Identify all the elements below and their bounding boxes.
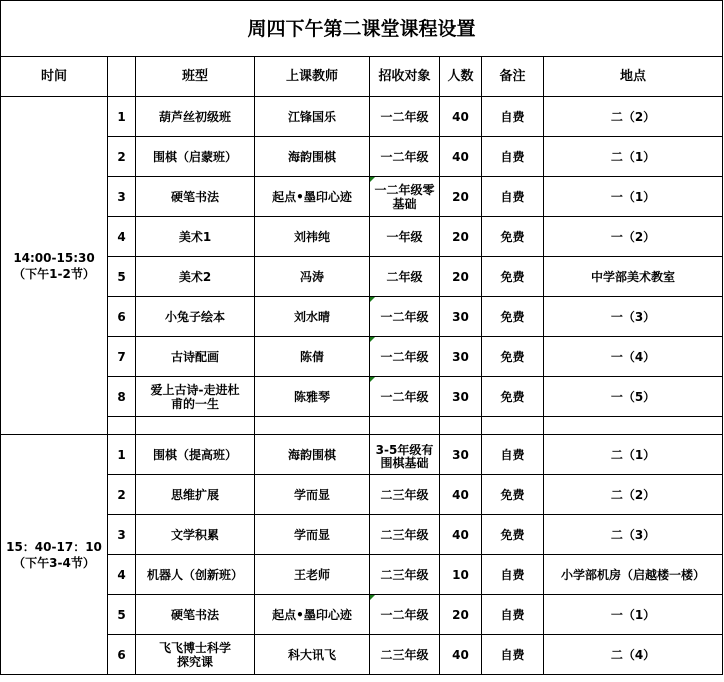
- class-cell: 机器人（创新班）: [136, 555, 255, 595]
- session1-time: 14:00-15:30: [13, 250, 95, 265]
- class-cell: 美术2: [136, 257, 255, 297]
- teacher-cell: 冯涛: [255, 257, 370, 297]
- table-row: [1, 435, 723, 475]
- target-cell: 二三年级: [370, 555, 440, 595]
- count-cell: 30: [440, 337, 482, 377]
- count-cell: 10: [440, 555, 482, 595]
- note-cell: 自费: [482, 97, 544, 137]
- table-row: [1, 97, 723, 137]
- target-cell: 一二年级: [370, 97, 440, 137]
- count-cell: 30: [440, 377, 482, 417]
- row-number: 3: [108, 177, 136, 217]
- session2-time: 15：40-17：10: [6, 539, 102, 554]
- teacher-cell: 陈雅琴: [255, 377, 370, 417]
- note-cell: 自费: [482, 435, 544, 475]
- target-cell: 一二年级: [370, 297, 440, 337]
- location-cell: 二（1）: [544, 435, 723, 475]
- location-cell: 一（2）: [544, 217, 723, 257]
- location-cell: 一（3）: [544, 297, 723, 337]
- session1-period: （下午1-2节）: [13, 266, 95, 281]
- row-number: 3: [108, 515, 136, 555]
- row-number: 2: [108, 137, 136, 177]
- class-cell: 美术1: [136, 217, 255, 257]
- count-cell: 40: [440, 635, 482, 675]
- class-cell: 围棋（提高班）: [136, 435, 255, 475]
- teacher-cell: 学而显: [255, 475, 370, 515]
- row-number: 6: [108, 635, 136, 675]
- class-cell: 硬笔书法: [136, 595, 255, 635]
- count-cell: 20: [440, 257, 482, 297]
- target-cell: 二三年级: [370, 515, 440, 555]
- row-number: 4: [108, 555, 136, 595]
- count-cell: 30: [440, 297, 482, 337]
- row-number: 8: [108, 377, 136, 417]
- table-row: [1, 595, 723, 635]
- table-row: [1, 475, 723, 515]
- count-cell: 40: [440, 475, 482, 515]
- table-row: [1, 177, 723, 217]
- header-time: 时间: [1, 57, 108, 97]
- note-cell: 自费: [482, 595, 544, 635]
- table-row: [1, 297, 723, 337]
- location-cell: 一（1）: [544, 595, 723, 635]
- target-cell: 一年级: [370, 217, 440, 257]
- header-teacher: 上课教师: [255, 57, 370, 97]
- class-text: 飞飞博士科学探究课: [158, 640, 231, 669]
- spacer-row: [1, 417, 723, 435]
- target-cell: 二年级: [370, 257, 440, 297]
- count-cell: 20: [440, 177, 482, 217]
- row-number: 5: [108, 257, 136, 297]
- session2-time-cell: [1, 435, 108, 675]
- location-cell: 二（3）: [544, 515, 723, 555]
- note-cell: 免费: [482, 515, 544, 555]
- location-cell: 一（1）: [544, 177, 723, 217]
- target-cell: 一二年级: [370, 377, 440, 417]
- note-cell: 自费: [482, 177, 544, 217]
- note-cell: 免费: [482, 217, 544, 257]
- location-cell: 一（5）: [544, 377, 723, 417]
- row-number: 1: [108, 435, 136, 475]
- header-row: [1, 57, 723, 97]
- page-title: 周四下午第二课堂课程设置: [1, 1, 723, 57]
- class-cell: [136, 377, 255, 417]
- location-cell: 二（2）: [544, 97, 723, 137]
- header-note: 备注: [482, 57, 544, 97]
- count-cell: 20: [440, 595, 482, 635]
- class-cell: 文学积累: [136, 515, 255, 555]
- teacher-cell: 刘水晴: [255, 297, 370, 337]
- target-cell: 一二年级: [370, 337, 440, 377]
- target-cell: 一二年级: [370, 595, 440, 635]
- session2-period: （下午3-4节）: [13, 555, 95, 570]
- location-cell: 二（1）: [544, 137, 723, 177]
- teacher-cell: 科大讯飞: [255, 635, 370, 675]
- table-row: [1, 635, 723, 675]
- teacher-cell: 海韵围棋: [255, 435, 370, 475]
- count-cell: 40: [440, 137, 482, 177]
- note-cell: 免费: [482, 257, 544, 297]
- class-cell: 围棋（启蒙班）: [136, 137, 255, 177]
- class-cell: [136, 635, 255, 675]
- note-cell: 免费: [482, 475, 544, 515]
- row-number: 7: [108, 337, 136, 377]
- location-cell: 中学部美术教室: [544, 257, 723, 297]
- header-target: 招收对象: [370, 57, 440, 97]
- note-cell: 免费: [482, 377, 544, 417]
- header-index: [108, 57, 136, 97]
- class-cell: 思维扩展: [136, 475, 255, 515]
- class-cell: 葫芦丝初级班: [136, 97, 255, 137]
- table-row: [1, 217, 723, 257]
- table-row: [1, 555, 723, 595]
- target-text: 一二年级零基础: [374, 182, 435, 211]
- count-cell: 20: [440, 217, 482, 257]
- session1-time-cell: [1, 97, 108, 435]
- count-cell: 40: [440, 515, 482, 555]
- note-cell: 免费: [482, 297, 544, 337]
- row-number: 2: [108, 475, 136, 515]
- note-cell: 免费: [482, 337, 544, 377]
- class-cell: 硬笔书法: [136, 177, 255, 217]
- target-cell: [370, 435, 440, 475]
- teacher-cell: 王老师: [255, 555, 370, 595]
- header-count: 人数: [440, 57, 482, 97]
- target-cell: 二三年级: [370, 635, 440, 675]
- teacher-cell: 海韵围棋: [255, 137, 370, 177]
- header-location: 地点: [544, 57, 723, 97]
- location-cell: 二（2）: [544, 475, 723, 515]
- note-cell: 自费: [482, 555, 544, 595]
- teacher-cell: 江锋国乐: [255, 97, 370, 137]
- header-class-type: 班型: [136, 57, 255, 97]
- class-cell: 古诗配画: [136, 337, 255, 377]
- teacher-cell: 起点•墨印心迹: [255, 595, 370, 635]
- class-text: 爱上古诗-走进杜甫的一生: [150, 382, 240, 411]
- count-cell: 40: [440, 97, 482, 137]
- table-row: [1, 137, 723, 177]
- teacher-cell: 起点•墨印心迹: [255, 177, 370, 217]
- row-number: 4: [108, 217, 136, 257]
- location-cell: 小学部机房（启越楼一楼）: [544, 555, 723, 595]
- teacher-cell: 刘祎纯: [255, 217, 370, 257]
- target-text: 3-5年级有围棋基础: [375, 443, 434, 470]
- table-row: [1, 515, 723, 555]
- row-number: 5: [108, 595, 136, 635]
- teacher-cell: 陈倩: [255, 337, 370, 377]
- target-cell: 二三年级: [370, 475, 440, 515]
- target-cell: 一二年级: [370, 137, 440, 177]
- table-row: [1, 257, 723, 297]
- row-number: 6: [108, 297, 136, 337]
- table-row: [1, 337, 723, 377]
- note-cell: 自费: [482, 137, 544, 177]
- location-cell: 一（4）: [544, 337, 723, 377]
- table-row: [1, 377, 723, 417]
- note-cell: 自费: [482, 635, 544, 675]
- location-cell: 二（4）: [544, 635, 723, 675]
- class-cell: 小兔子绘本: [136, 297, 255, 337]
- teacher-cell: 学而显: [255, 515, 370, 555]
- row-number: 1: [108, 97, 136, 137]
- target-cell: [370, 177, 440, 217]
- count-cell: 30: [440, 435, 482, 475]
